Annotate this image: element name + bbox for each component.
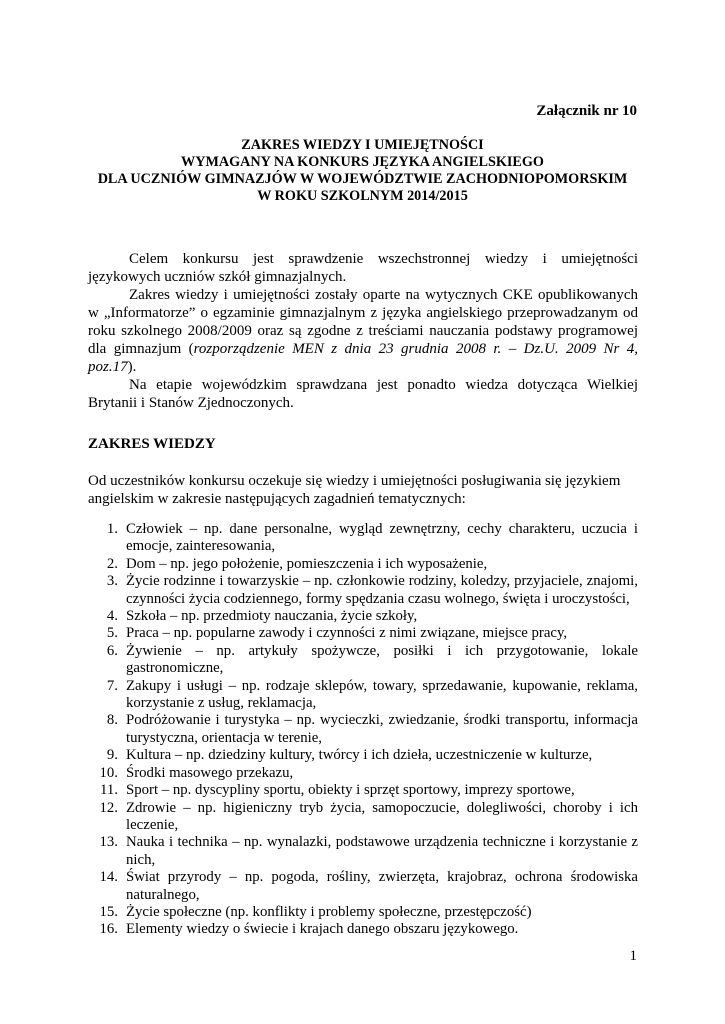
- list-item: [88, 747, 638, 764]
- list-item-number: 12.: [99, 799, 118, 816]
- title-line-1: ZAKRES WIEDZY I UMIEJĘTNOŚCI: [241, 137, 484, 153]
- title-line-4: W ROKU SZKOLNYM 2014/2015: [257, 188, 468, 204]
- list-item: [88, 782, 638, 799]
- intro-paragraph-2-text: Zakres wiedzy i umiejętności zostały oparte na wytycznych CKE opublikowanych w „Informatorze” o egzaminie gimnazjalnym z języka angielskiego przeprowadzanym od roku szkolnego 2008/2009 oraz są zgodne z treściami nauczania podstawy programowej dla gimnazjum (: [88, 287, 638, 357]
- list-item: [88, 608, 638, 625]
- list-item-text: Życie rodzinne i towarzyskie – np. członkowie rodziny, koledzy, przyjaciele, znajomi, czynności życia codziennego, formy spędzania czasu wolnego, święta i uroczystości,: [126, 573, 638, 607]
- list-item: [88, 521, 638, 556]
- list-item-text: Zakupy i usługi – np. rodzaje sklepów, towary, sprzedawanie, kupowanie, reklama, korzystanie z usług, reklamacja,: [126, 677, 638, 712]
- list-item-text: Kultura – np. dziedziny kultury, twórcy i ich dzieła, uczestniczenie w kulturze,: [126, 747, 593, 764]
- topics-list: [88, 521, 638, 939]
- list-item: [88, 678, 638, 713]
- list-item-number: 16.: [99, 921, 118, 938]
- list-item: [88, 800, 638, 835]
- list-item-number: 11.: [100, 782, 118, 799]
- list-item: [88, 712, 638, 747]
- list-item-text: Życie społeczne (np. konflikty i problemy społeczne, przestępczość): [126, 903, 532, 920]
- list-item-text: Świat przyrody – np. pogoda, rośliny, zwierzęta, krajobraz, ochrona środowiska naturalnego,: [126, 869, 638, 903]
- title-line-3: DLA UCZNIÓW GIMNAZJÓW W WOJEWÓDZTWIE ZACHODNIOPOMORSKIM: [97, 171, 628, 187]
- list-item-number: 2.: [106, 555, 118, 572]
- list-item-number: 3.: [106, 573, 118, 590]
- section-lead: Od uczestników konkursu oczekuje się wiedzy i umiejętności posługiwania się językiem angielskim w zakresie następujących zagadnień tematycznych:: [88, 473, 621, 507]
- list-item-text: Sport – np. dyscypliny sportu, obiekty i sprzęt sportowy, imprezy sportowe,: [126, 782, 575, 799]
- list-item-text: Dom – np. jego położenie, pomieszczenia i ich wyposażenie,: [126, 555, 488, 572]
- regulation-reference: rozporządzenie MEN z dnia 23 grudnia 2008 r. – Dz.U. 2009 Nr 4, poz.17: [88, 341, 638, 375]
- list-item-number: 1.: [106, 521, 118, 537]
- list-item-text: Żywienie – np. artykuły spożywcze, posiłki i ich przygotowanie, lokale gastronomiczne,: [126, 642, 638, 677]
- intro-section: [88, 250, 638, 412]
- list-item: [88, 625, 638, 642]
- list-item-number: 8.: [106, 712, 118, 729]
- title-line-2: WYMAGANY NA KONKURS JĘZYKA ANGIELSKIEGO: [181, 154, 544, 170]
- list-item-number: 10.: [99, 764, 118, 781]
- list-item-number: 7.: [106, 677, 118, 694]
- list-item: [88, 556, 638, 573]
- list-item: [88, 643, 638, 678]
- list-item-number: 14.: [99, 869, 118, 886]
- list-item-text: Nauka i technika – np. wynalazki, podstawowe urządzenia techniczne i korzystanie z nich,: [126, 834, 638, 868]
- list-item-number: 9.: [106, 747, 118, 764]
- intro-paragraph-3: Na etapie wojewódzkim sprawdzana jest ponadto wiedza dotycząca Wielkiej Brytanii i Stanów Zjednoczonych.: [88, 377, 638, 411]
- list-item: [88, 869, 638, 904]
- list-item: [88, 834, 638, 869]
- list-item: [88, 765, 638, 782]
- list-item: [88, 573, 638, 608]
- list-item-number: 13.: [99, 834, 118, 851]
- list-item-text: Elementy wiedzy o świecie i krajach danego obszaru językowego.: [126, 921, 519, 938]
- list-item-number: 6.: [106, 642, 118, 659]
- list-item-text: Zdrowie – np. higieniczny tryb życia, samopoczucie, dolegliwości, choroby i ich leczenie,: [126, 799, 638, 833]
- page-number: 1: [629, 948, 637, 964]
- document-title: [60, 137, 665, 205]
- list-item-text: Podróżowanie i turystyka – np. wycieczki, zwiedzanie, środki transportu, informacja turystyczna, orientacja w terenie,: [126, 712, 638, 746]
- attachment-label: Załącznik nr 10: [536, 103, 637, 119]
- list-item-number: 15.: [99, 903, 118, 920]
- list-item-text: Praca – np. popularne zawody i czynności z nimi związane, miejsce pracy,: [126, 625, 568, 642]
- section-heading: ZAKRES WIEDZY: [88, 436, 216, 452]
- list-item: [88, 904, 638, 921]
- list-item-text: Człowiek – np. dane personalne, wygląd zewnętrzny, cechy charakteru, uczucia i emocje, zainteresowania,: [126, 521, 638, 555]
- list-item-number: 4.: [106, 608, 118, 625]
- intro-paragraph-2-end: ).: [127, 359, 137, 375]
- intro-paragraph-1: Celem konkursu jest sprawdzenie wszechstronnej wiedzy i umiejętności językowych uczniów szkół gimnazjalnych.: [88, 251, 638, 285]
- list-item-text: Środki masowego przekazu,: [126, 764, 294, 781]
- list-item-text: Szkoła – np. przedmioty nauczania, życie szkoły,: [126, 608, 418, 625]
- intro-paragraph-2: [88, 286, 638, 376]
- list-item: [88, 921, 638, 938]
- list-item-number: 5.: [106, 625, 118, 642]
